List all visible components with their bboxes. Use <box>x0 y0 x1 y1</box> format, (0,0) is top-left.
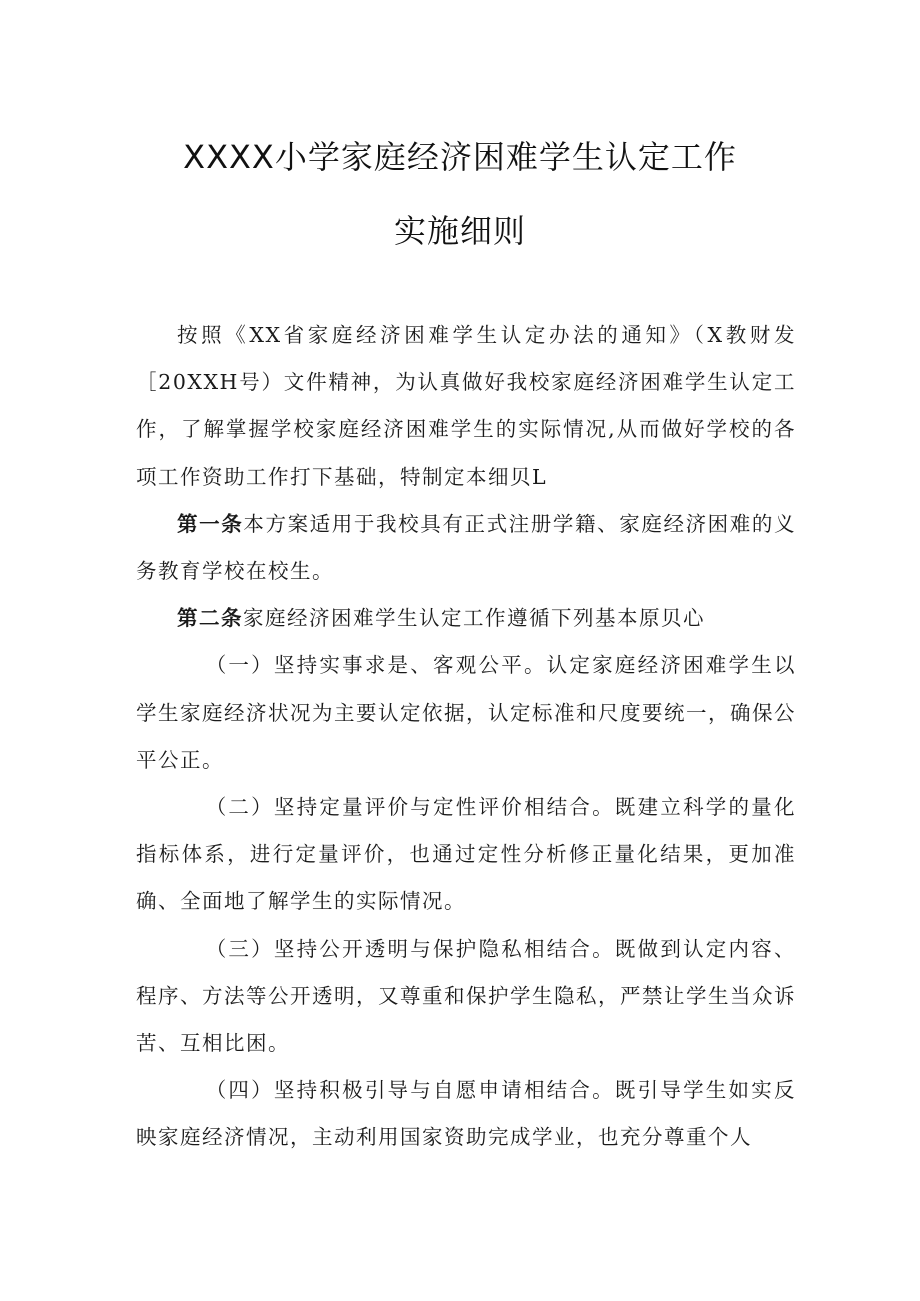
document-title-line-1: XXXX小学家庭经济困难学生认定工作 <box>183 138 737 176</box>
document-title-line-2: 实施细则 <box>393 212 526 250</box>
principle-4-paragraph: （四）坚持积极引导与自愿申请相结合。既引导学生如实反映家庭经济情况，主动利用国家资助完成学业，也充分尊重个人 <box>136 1078 796 1150</box>
principle-1-paragraph: （一）坚持实事求是、客观公平。认定家庭经济困难学生以学生家庭经济状况为主要认定依据，认定标准和尺度要统一，确保公平公正。 <box>136 653 796 772</box>
principle-3-paragraph: （三）坚持公开透明与保护隐私相结合。既做到认定内容、程序、方法等公开透明，又尊重和保护学生隐私，严禁让学生当众诉苦、互相比困。 <box>136 936 796 1056</box>
article-2-label: 第二条 <box>177 606 243 631</box>
intro-paragraph: 按照《XX省家庭经济困难学生认定办法的通知》（X教财发［20XXH号）文件精神，为认真做好我校家庭经济困难学生认定工作，了解掌握学校家庭经济困难学生的实际情况,从而做好学校的各项工作资助工作打下基础，特制定本细贝L <box>136 323 796 489</box>
article-2-text: 家庭经济困难学生认定工作遵循下列基本原贝心 <box>243 606 705 631</box>
article-2-paragraph <box>136 595 796 642</box>
article-1-text: 本方案适用于我校具有正式注册学籍、家庭经济困难的义务教育学校在校生。 <box>136 511 797 584</box>
article-1-label: 第一条 <box>177 511 244 536</box>
article-1-paragraph <box>136 501 796 595</box>
document-body <box>136 312 796 1162</box>
principle-2-paragraph: （二）坚持定量评价与定性评价相结合。既建立科学的量化指标体系，进行定量评价，也通过定性分析修正量化结果，更加准确、全面地了解学生的实际情况。 <box>136 795 796 914</box>
